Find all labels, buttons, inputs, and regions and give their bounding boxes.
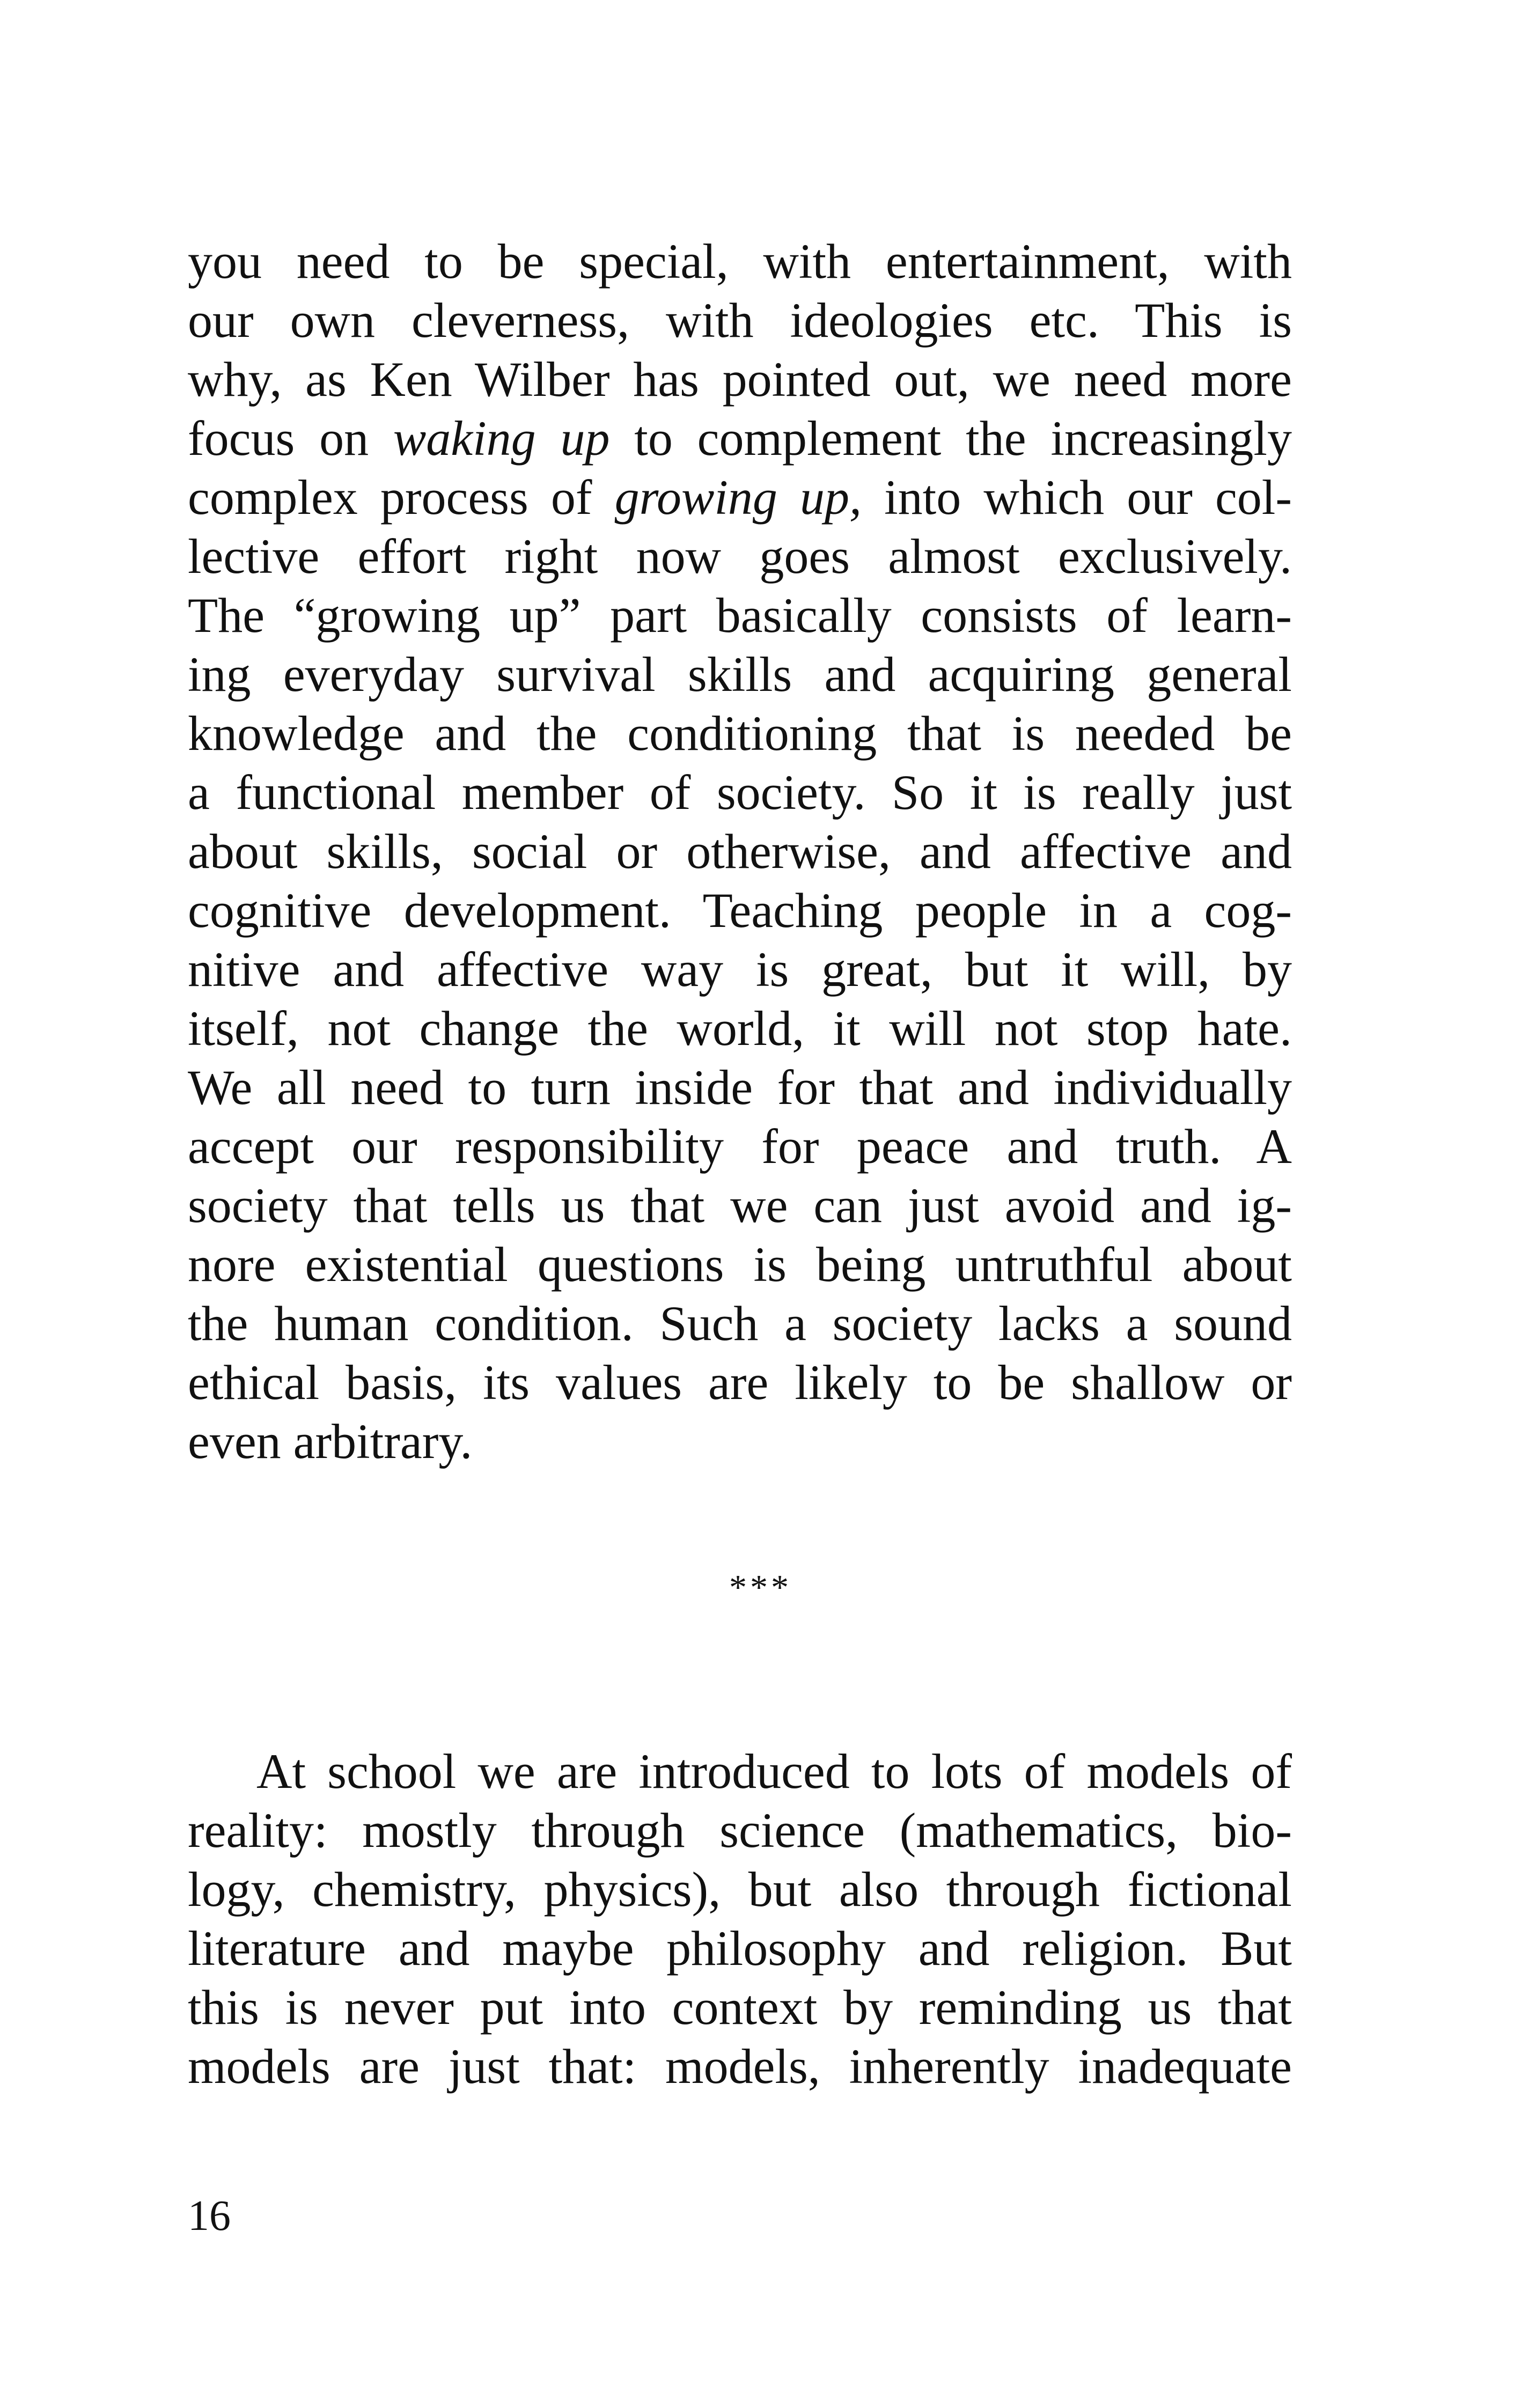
text-line <box>188 468 1292 527</box>
text-line: this is never put into context by reminding us that <box>188 1980 1292 2035</box>
text-line: models are just that: models, inherently inadequate <box>188 2039 1292 2094</box>
text-line: reality: mostly through science (mathematics, bio- <box>188 1803 1292 1858</box>
text-line: The “growing up” part basically consists of learn- <box>188 588 1292 643</box>
section-separator: *** <box>729 1568 792 1607</box>
text-run: complex process of <box>188 470 615 525</box>
text-line: you need to be special, with entertainment, with <box>188 234 1292 289</box>
text-line <box>188 409 1292 468</box>
text-line: ethical basis, its values are likely to be shallow or <box>188 1355 1292 1410</box>
text-line: nore existential questions is being untruthful about <box>188 1237 1292 1292</box>
text-line: knowledge and the conditioning that is needed be <box>188 706 1292 761</box>
text-line: ing everyday survival skills and acquiring general <box>188 647 1292 702</box>
text-line: lective effort right now goes almost exclusively. <box>188 529 1292 584</box>
text-run: to complement the increasingly <box>609 411 1292 466</box>
text-run: into which our col- <box>862 470 1292 525</box>
italic-phrase: growing up, <box>614 470 862 525</box>
text-line: the human condition. Such a society lacks a sound <box>188 1296 1292 1351</box>
text-line: accept our responsibility for peace and truth. A <box>188 1119 1292 1174</box>
text-line: logy, chemistry, physics), but also through fictional <box>188 1862 1292 1917</box>
text-line: even arbitrary. <box>188 1414 473 1469</box>
text-line: our own cleverness, with ideologies etc. This is <box>188 293 1292 348</box>
text-line: why, as Ken Wilber has pointed out, we need more <box>188 352 1292 407</box>
italic-phrase: waking up <box>393 411 610 466</box>
text-line: At school we are introduced to lots of models of <box>256 1744 1292 1799</box>
text-line: literature and maybe philosophy and religion. But <box>188 1921 1292 1976</box>
text-line: nitive and affective way is great, but it will, by <box>188 942 1292 997</box>
page-number: 16 <box>188 2192 231 2240</box>
text-line: We all need to turn inside for that and individually <box>188 1060 1292 1115</box>
text-line: about skills, social or otherwise, and affective and <box>188 824 1292 879</box>
text-line: itself, not change the world, it will not stop hate. <box>188 1001 1292 1056</box>
paragraph-2 <box>188 1742 1292 2096</box>
text-line: a functional member of society. So it is really just <box>188 765 1292 820</box>
text-run: focus on <box>188 411 393 466</box>
text-line: cognitive development. Teaching people in a cog- <box>188 883 1292 938</box>
paragraph-1 <box>188 232 1292 1471</box>
text-line: society that tells us that we can just avoid and ig- <box>188 1178 1292 1233</box>
